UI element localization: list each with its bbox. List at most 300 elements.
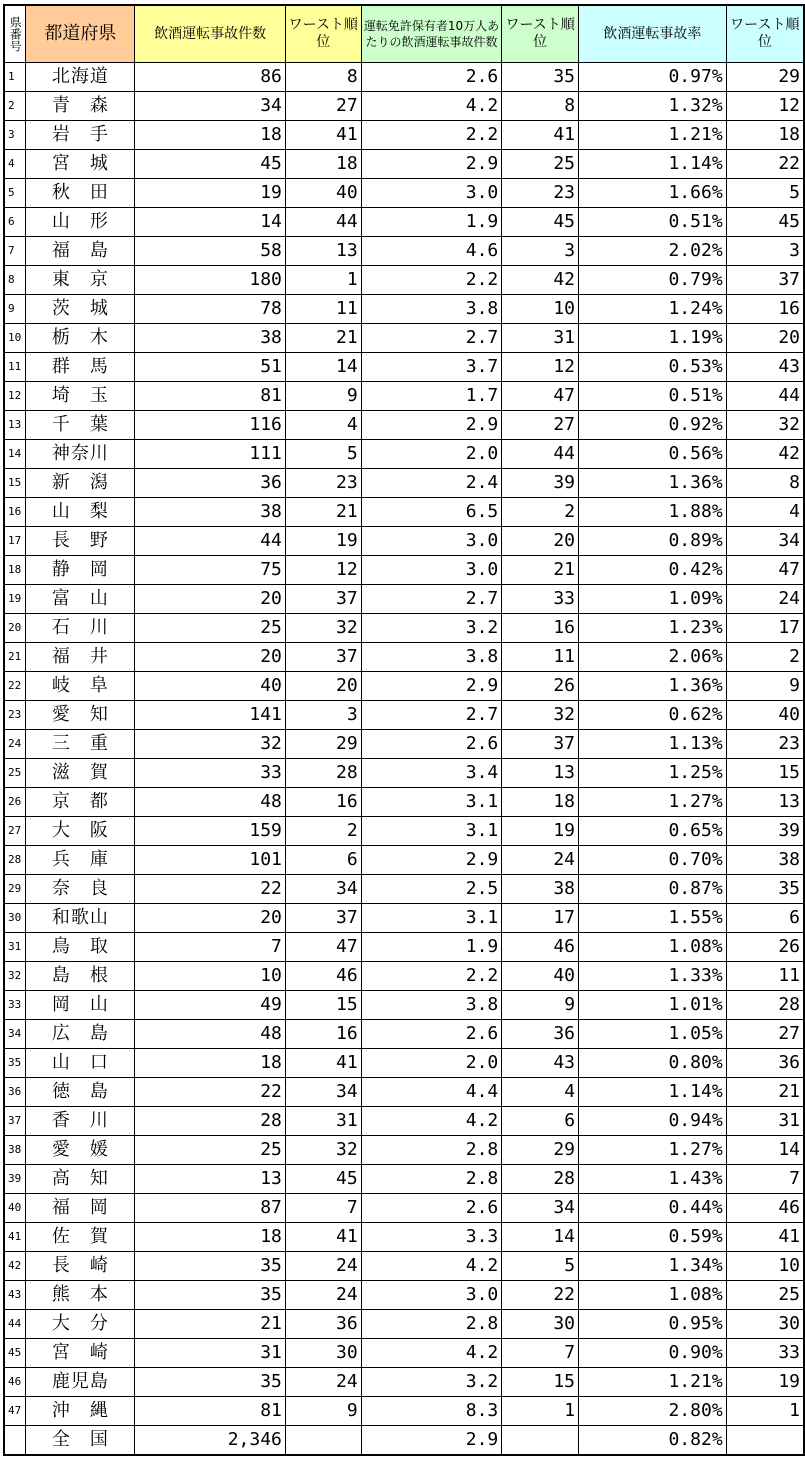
prefecture-number-cell: 38 <box>4 1136 26 1165</box>
accident-rate-cell: 1.08% <box>579 933 727 962</box>
prefecture-number-cell: 2 <box>4 92 26 121</box>
count-rank-cell: 28 <box>285 759 361 788</box>
rate-rank-cell: 21 <box>726 1078 804 1107</box>
accident-rate-cell: 0.80% <box>579 1049 727 1078</box>
per-100k-rank-cell: 28 <box>502 1165 579 1194</box>
accident-count-cell: 48 <box>135 788 286 817</box>
per-100k-rank-cell: 30 <box>502 1310 579 1339</box>
table-row <box>4 1223 804 1252</box>
accident-count-cell: 180 <box>135 266 286 295</box>
table-row <box>4 817 804 846</box>
per-100k-rank-cell: 40 <box>502 962 579 991</box>
per-100k-rank-cell: 1 <box>502 1397 579 1426</box>
per-100k-rank-cell: 39 <box>502 469 579 498</box>
prefecture-name-cell: 岐 阜 <box>26 672 135 701</box>
per-100k-cell: 2.8 <box>361 1310 502 1339</box>
prefecture-name-cell: 石 川 <box>26 614 135 643</box>
rate-rank-cell: 9 <box>726 672 804 701</box>
prefecture-name-cell: 香 川 <box>26 1107 135 1136</box>
per-100k-cell: 3.0 <box>361 527 502 556</box>
accident-rate-cell: 0.95% <box>579 1310 727 1339</box>
per-100k-rank-cell: 37 <box>502 730 579 759</box>
accident-count-cell: 18 <box>135 1223 286 1252</box>
table-row <box>4 1049 804 1078</box>
prefecture-number-cell: 42 <box>4 1252 26 1281</box>
accident-rate-cell: 0.94% <box>579 1107 727 1136</box>
rate-rank-cell: 5 <box>726 179 804 208</box>
prefecture-name-cell: 茨 城 <box>26 295 135 324</box>
rate-rank-cell: 41 <box>726 1223 804 1252</box>
total-per-100k-rank-cell <box>502 1426 579 1456</box>
prefecture-number-cell: 12 <box>4 382 26 411</box>
accident-rate-cell: 1.14% <box>579 150 727 179</box>
table-row <box>4 1368 804 1397</box>
accident-count-cell: 32 <box>135 730 286 759</box>
accident-rate-cell: 0.51% <box>579 382 727 411</box>
count-rank-cell: 47 <box>285 933 361 962</box>
rate-rank-cell: 22 <box>726 150 804 179</box>
per-100k-rank-cell: 4 <box>502 1078 579 1107</box>
per-100k-cell: 3.0 <box>361 556 502 585</box>
prefecture-number-cell: 39 <box>4 1165 26 1194</box>
accident-count-cell: 14 <box>135 208 286 237</box>
accident-rate-cell: 1.08% <box>579 1281 727 1310</box>
prefecture-number-cell: 31 <box>4 933 26 962</box>
per-100k-rank-cell: 32 <box>502 701 579 730</box>
prefecture-name-cell: 北海道 <box>26 63 135 92</box>
per-100k-cell: 6.5 <box>361 498 502 527</box>
prefecture-name-cell: 高 知 <box>26 1165 135 1194</box>
prefecture-name-cell: 三 重 <box>26 730 135 759</box>
per-100k-cell: 2.9 <box>361 672 502 701</box>
count-rank-cell: 19 <box>285 527 361 556</box>
accident-rate-cell: 0.87% <box>579 875 727 904</box>
prefecture-number-cell: 25 <box>4 759 26 788</box>
accident-count-cell: 38 <box>135 324 286 353</box>
count-rank-cell: 8 <box>285 63 361 92</box>
count-rank-cell: 3 <box>285 701 361 730</box>
per-100k-cell: 4.4 <box>361 1078 502 1107</box>
prefecture-number-cell: 47 <box>4 1397 26 1426</box>
prefecture-number-cell: 35 <box>4 1049 26 1078</box>
prefecture-number-cell: 27 <box>4 817 26 846</box>
table-row <box>4 875 804 904</box>
rate-rank-cell: 17 <box>726 614 804 643</box>
table-row <box>4 411 804 440</box>
per-100k-cell: 4.2 <box>361 1107 502 1136</box>
accident-rate-cell: 1.23% <box>579 614 727 643</box>
per-100k-cell: 2.2 <box>361 266 502 295</box>
table-row <box>4 933 804 962</box>
per-100k-cell: 2.4 <box>361 469 502 498</box>
per-100k-rank-cell: 15 <box>502 1368 579 1397</box>
per-100k-rank-cell: 17 <box>502 904 579 933</box>
accident-rate-cell: 1.14% <box>579 1078 727 1107</box>
accident-rate-cell: 0.70% <box>579 846 727 875</box>
per-100k-cell: 2.6 <box>361 1194 502 1223</box>
count-rank-cell: 23 <box>285 469 361 498</box>
table-row <box>4 237 804 266</box>
prefecture-number-cell: 6 <box>4 208 26 237</box>
table-row <box>4 295 804 324</box>
per-100k-cell: 2.0 <box>361 440 502 469</box>
per-100k-cell: 1.9 <box>361 933 502 962</box>
count-rank-cell: 14 <box>285 353 361 382</box>
rate-rank-cell: 18 <box>726 121 804 150</box>
prefecture-name-cell: 和歌山 <box>26 904 135 933</box>
table-row <box>4 382 804 411</box>
prefecture-name-cell: 千 葉 <box>26 411 135 440</box>
total-number-cell <box>4 1426 26 1456</box>
per-100k-rank-cell: 10 <box>502 295 579 324</box>
accident-count-cell: 38 <box>135 498 286 527</box>
per-100k-rank-cell: 46 <box>502 933 579 962</box>
count-rank-cell: 21 <box>285 324 361 353</box>
prefecture-number-cell: 20 <box>4 614 26 643</box>
per-100k-rank-cell: 11 <box>502 643 579 672</box>
prefecture-name-cell: 群 馬 <box>26 353 135 382</box>
rate-rank-cell: 29 <box>726 63 804 92</box>
per-100k-cell: 2.5 <box>361 875 502 904</box>
total-count-cell: 2,346 <box>135 1426 286 1456</box>
per-100k-cell: 2.6 <box>361 63 502 92</box>
table-row <box>4 63 804 92</box>
accident-rate-cell: 1.05% <box>579 1020 727 1049</box>
table-row <box>4 904 804 933</box>
per-100k-cell: 3.0 <box>361 179 502 208</box>
accident-rate-cell: 0.97% <box>579 63 727 92</box>
rate-rank-cell: 39 <box>726 817 804 846</box>
per-100k-rank-cell: 31 <box>502 324 579 353</box>
accident-rate-cell: 1.55% <box>579 904 727 933</box>
prefecture-name-cell: 新 潟 <box>26 469 135 498</box>
header-per-100k-worst-rank: ワースト順位 <box>502 5 579 63</box>
table-row <box>4 1136 804 1165</box>
header-per-100k: 運転免許保有者10万人あたりの飲酒運転事故件数 <box>361 5 502 63</box>
per-100k-rank-cell: 16 <box>502 614 579 643</box>
table-row <box>4 1397 804 1426</box>
prefecture-name-cell: 長 野 <box>26 527 135 556</box>
prefecture-number-cell: 30 <box>4 904 26 933</box>
accident-count-cell: 81 <box>135 1397 286 1426</box>
rate-rank-cell: 27 <box>726 1020 804 1049</box>
count-rank-cell: 27 <box>285 92 361 121</box>
count-rank-cell: 32 <box>285 1136 361 1165</box>
prefecture-number-cell: 5 <box>4 179 26 208</box>
accident-rate-cell: 1.21% <box>579 1368 727 1397</box>
table-row <box>4 1165 804 1194</box>
rate-rank-cell: 2 <box>726 643 804 672</box>
accident-count-cell: 18 <box>135 1049 286 1078</box>
per-100k-rank-cell: 7 <box>502 1339 579 1368</box>
accident-rate-cell: 1.32% <box>579 92 727 121</box>
prefecture-number-cell: 32 <box>4 962 26 991</box>
accident-rate-cell: 0.92% <box>579 411 727 440</box>
per-100k-cell: 3.0 <box>361 1281 502 1310</box>
accident-rate-cell: 1.66% <box>579 179 727 208</box>
prefecture-number-cell: 26 <box>4 788 26 817</box>
rate-rank-cell: 1 <box>726 1397 804 1426</box>
accident-count-cell: 20 <box>135 585 286 614</box>
per-100k-cell: 1.9 <box>361 208 502 237</box>
prefecture-name-cell: 徳 島 <box>26 1078 135 1107</box>
rate-rank-cell: 40 <box>726 701 804 730</box>
table-row <box>4 846 804 875</box>
per-100k-cell: 3.8 <box>361 991 502 1020</box>
accident-rate-cell: 0.51% <box>579 208 727 237</box>
count-rank-cell: 40 <box>285 179 361 208</box>
accident-count-cell: 13 <box>135 1165 286 1194</box>
prefecture-number-cell: 33 <box>4 991 26 1020</box>
accident-count-cell: 86 <box>135 63 286 92</box>
accident-count-cell: 75 <box>135 556 286 585</box>
accident-rate-cell: 1.34% <box>579 1252 727 1281</box>
table-row <box>4 121 804 150</box>
accident-rate-cell: 0.59% <box>579 1223 727 1252</box>
per-100k-cell: 3.8 <box>361 295 502 324</box>
prefecture-number-cell: 10 <box>4 324 26 353</box>
prefecture-number-cell: 36 <box>4 1078 26 1107</box>
prefecture-name-cell: 鹿児島 <box>26 1368 135 1397</box>
accident-rate-cell: 0.65% <box>579 817 727 846</box>
prefecture-name-cell: 大 阪 <box>26 817 135 846</box>
prefecture-number-cell: 4 <box>4 150 26 179</box>
per-100k-cell: 8.3 <box>361 1397 502 1426</box>
count-rank-cell: 21 <box>285 498 361 527</box>
table-row <box>4 730 804 759</box>
rate-rank-cell: 4 <box>726 498 804 527</box>
prefecture-name-cell: 山 梨 <box>26 498 135 527</box>
per-100k-rank-cell: 29 <box>502 1136 579 1165</box>
per-100k-rank-cell: 42 <box>502 266 579 295</box>
accident-count-cell: 33 <box>135 759 286 788</box>
rate-rank-cell: 16 <box>726 295 804 324</box>
prefecture-name-cell: 大 分 <box>26 1310 135 1339</box>
count-rank-cell: 4 <box>285 411 361 440</box>
prefecture-table-wrapper <box>3 4 805 1456</box>
rate-rank-cell: 37 <box>726 266 804 295</box>
per-100k-rank-cell: 22 <box>502 1281 579 1310</box>
per-100k-cell: 2.8 <box>361 1136 502 1165</box>
count-rank-cell: 24 <box>285 1281 361 1310</box>
rate-rank-cell: 14 <box>726 1136 804 1165</box>
per-100k-cell: 3.1 <box>361 817 502 846</box>
accident-rate-cell: 1.43% <box>579 1165 727 1194</box>
total-prefecture-cell: 全 国 <box>26 1426 135 1456</box>
prefecture-name-cell: 奈 良 <box>26 875 135 904</box>
accident-rate-cell: 0.62% <box>579 701 727 730</box>
count-rank-cell: 9 <box>285 1397 361 1426</box>
accident-rate-cell: 0.79% <box>579 266 727 295</box>
table-body <box>4 63 804 1426</box>
per-100k-rank-cell: 6 <box>502 1107 579 1136</box>
prefecture-name-cell: 富 山 <box>26 585 135 614</box>
rate-rank-cell: 35 <box>726 875 804 904</box>
count-rank-cell: 7 <box>285 1194 361 1223</box>
rate-rank-cell: 19 <box>726 1368 804 1397</box>
prefecture-number-cell: 13 <box>4 411 26 440</box>
per-100k-rank-cell: 38 <box>502 875 579 904</box>
header-row <box>4 5 804 63</box>
accident-count-cell: 159 <box>135 817 286 846</box>
rate-rank-cell: 10 <box>726 1252 804 1281</box>
accident-count-cell: 7 <box>135 933 286 962</box>
accident-count-cell: 20 <box>135 643 286 672</box>
accident-count-cell: 49 <box>135 991 286 1020</box>
rate-rank-cell: 6 <box>726 904 804 933</box>
per-100k-rank-cell: 45 <box>502 208 579 237</box>
accident-rate-cell: 0.90% <box>579 1339 727 1368</box>
per-100k-cell: 2.9 <box>361 846 502 875</box>
accident-rate-cell: 1.27% <box>579 1136 727 1165</box>
per-100k-rank-cell: 19 <box>502 817 579 846</box>
per-100k-cell: 4.2 <box>361 1339 502 1368</box>
accident-rate-cell: 2.02% <box>579 237 727 266</box>
per-100k-rank-cell: 27 <box>502 411 579 440</box>
accident-count-cell: 101 <box>135 846 286 875</box>
per-100k-cell: 2.7 <box>361 701 502 730</box>
rate-rank-cell: 46 <box>726 1194 804 1223</box>
header-count-worst-rank: ワースト順位 <box>285 5 361 63</box>
table-row <box>4 1252 804 1281</box>
prefecture-number-cell: 19 <box>4 585 26 614</box>
table-row <box>4 498 804 527</box>
table-row <box>4 614 804 643</box>
table-row <box>4 440 804 469</box>
prefecture-name-cell: 栃 木 <box>26 324 135 353</box>
total-per-100k-cell: 2.9 <box>361 1426 502 1456</box>
accident-count-cell: 35 <box>135 1281 286 1310</box>
count-rank-cell: 24 <box>285 1252 361 1281</box>
accident-count-cell: 20 <box>135 904 286 933</box>
per-100k-rank-cell: 35 <box>502 63 579 92</box>
accident-count-cell: 21 <box>135 1310 286 1339</box>
total-count-rank-cell <box>285 1426 361 1456</box>
accident-count-cell: 116 <box>135 411 286 440</box>
accident-count-cell: 22 <box>135 875 286 904</box>
prefecture-number-cell: 40 <box>4 1194 26 1223</box>
accident-rate-cell: 1.33% <box>579 962 727 991</box>
prefecture-number-cell: 24 <box>4 730 26 759</box>
per-100k-rank-cell: 33 <box>502 585 579 614</box>
accident-count-cell: 48 <box>135 1020 286 1049</box>
per-100k-rank-cell: 5 <box>502 1252 579 1281</box>
count-rank-cell: 9 <box>285 382 361 411</box>
count-rank-cell: 45 <box>285 1165 361 1194</box>
per-100k-rank-cell: 18 <box>502 788 579 817</box>
per-100k-cell: 2.9 <box>361 150 502 179</box>
count-rank-cell: 32 <box>285 614 361 643</box>
count-rank-cell: 34 <box>285 1078 361 1107</box>
accident-rate-cell: 2.80% <box>579 1397 727 1426</box>
per-100k-rank-cell: 47 <box>502 382 579 411</box>
count-rank-cell: 36 <box>285 1310 361 1339</box>
per-100k-cell: 3.3 <box>361 1223 502 1252</box>
table-row <box>4 1310 804 1339</box>
rate-rank-cell: 3 <box>726 237 804 266</box>
per-100k-rank-cell: 21 <box>502 556 579 585</box>
prefecture-name-cell: 長 崎 <box>26 1252 135 1281</box>
accident-count-cell: 81 <box>135 382 286 411</box>
rate-rank-cell: 28 <box>726 991 804 1020</box>
prefecture-number-cell: 22 <box>4 672 26 701</box>
count-rank-cell: 16 <box>285 1020 361 1049</box>
accident-rate-cell: 0.42% <box>579 556 727 585</box>
prefecture-name-cell: 福 井 <box>26 643 135 672</box>
rate-rank-cell: 26 <box>726 933 804 962</box>
rate-rank-cell: 34 <box>726 527 804 556</box>
per-100k-cell: 3.1 <box>361 904 502 933</box>
rate-rank-cell: 45 <box>726 208 804 237</box>
accident-count-cell: 111 <box>135 440 286 469</box>
per-100k-rank-cell: 23 <box>502 179 579 208</box>
prefecture-name-cell: 広 島 <box>26 1020 135 1049</box>
table-row <box>4 208 804 237</box>
accident-rate-cell: 1.01% <box>579 991 727 1020</box>
prefecture-name-cell: 山 形 <box>26 208 135 237</box>
header-accident-rate: 飲酒運転事故率 <box>579 5 727 63</box>
count-rank-cell: 37 <box>285 643 361 672</box>
prefecture-number-cell: 44 <box>4 1310 26 1339</box>
per-100k-rank-cell: 20 <box>502 527 579 556</box>
accident-rate-cell: 1.21% <box>579 121 727 150</box>
prefecture-number-cell: 8 <box>4 266 26 295</box>
prefecture-number-cell: 15 <box>4 469 26 498</box>
accident-count-cell: 22 <box>135 1078 286 1107</box>
accident-count-cell: 35 <box>135 1252 286 1281</box>
prefecture-name-cell: 佐 賀 <box>26 1223 135 1252</box>
prefecture-name-cell: 兵 庫 <box>26 846 135 875</box>
per-100k-rank-cell: 12 <box>502 353 579 382</box>
accident-rate-cell: 0.89% <box>579 527 727 556</box>
prefecture-number-cell: 17 <box>4 527 26 556</box>
header-rate-worst-rank: ワースト順位 <box>726 5 804 63</box>
table-row <box>4 672 804 701</box>
table-row <box>4 585 804 614</box>
table-row <box>4 150 804 179</box>
accident-count-cell: 25 <box>135 1136 286 1165</box>
accident-count-cell: 40 <box>135 672 286 701</box>
prefecture-number-cell: 11 <box>4 353 26 382</box>
header-prefecture: 都道府県 <box>26 5 135 63</box>
rate-rank-cell: 44 <box>726 382 804 411</box>
count-rank-cell: 41 <box>285 1049 361 1078</box>
count-rank-cell: 1 <box>285 266 361 295</box>
accident-rate-cell: 1.09% <box>579 585 727 614</box>
accident-count-cell: 58 <box>135 237 286 266</box>
rate-rank-cell: 33 <box>726 1339 804 1368</box>
accident-count-cell: 44 <box>135 527 286 556</box>
accident-rate-cell: 1.13% <box>579 730 727 759</box>
header-prefecture-number: 県番号 <box>4 5 26 63</box>
accident-count-cell: 78 <box>135 295 286 324</box>
accident-count-cell: 18 <box>135 121 286 150</box>
per-100k-cell: 3.2 <box>361 1368 502 1397</box>
prefecture-name-cell: 宮 城 <box>26 150 135 179</box>
count-rank-cell: 11 <box>285 295 361 324</box>
table-row <box>4 1020 804 1049</box>
per-100k-cell: 2.2 <box>361 962 502 991</box>
per-100k-rank-cell: 41 <box>502 121 579 150</box>
accident-count-cell: 141 <box>135 701 286 730</box>
table-row <box>4 179 804 208</box>
prefecture-name-cell: 福 岡 <box>26 1194 135 1223</box>
count-rank-cell: 20 <box>285 672 361 701</box>
count-rank-cell: 44 <box>285 208 361 237</box>
accident-rate-cell: 1.36% <box>579 469 727 498</box>
count-rank-cell: 41 <box>285 121 361 150</box>
per-100k-rank-cell: 13 <box>502 759 579 788</box>
